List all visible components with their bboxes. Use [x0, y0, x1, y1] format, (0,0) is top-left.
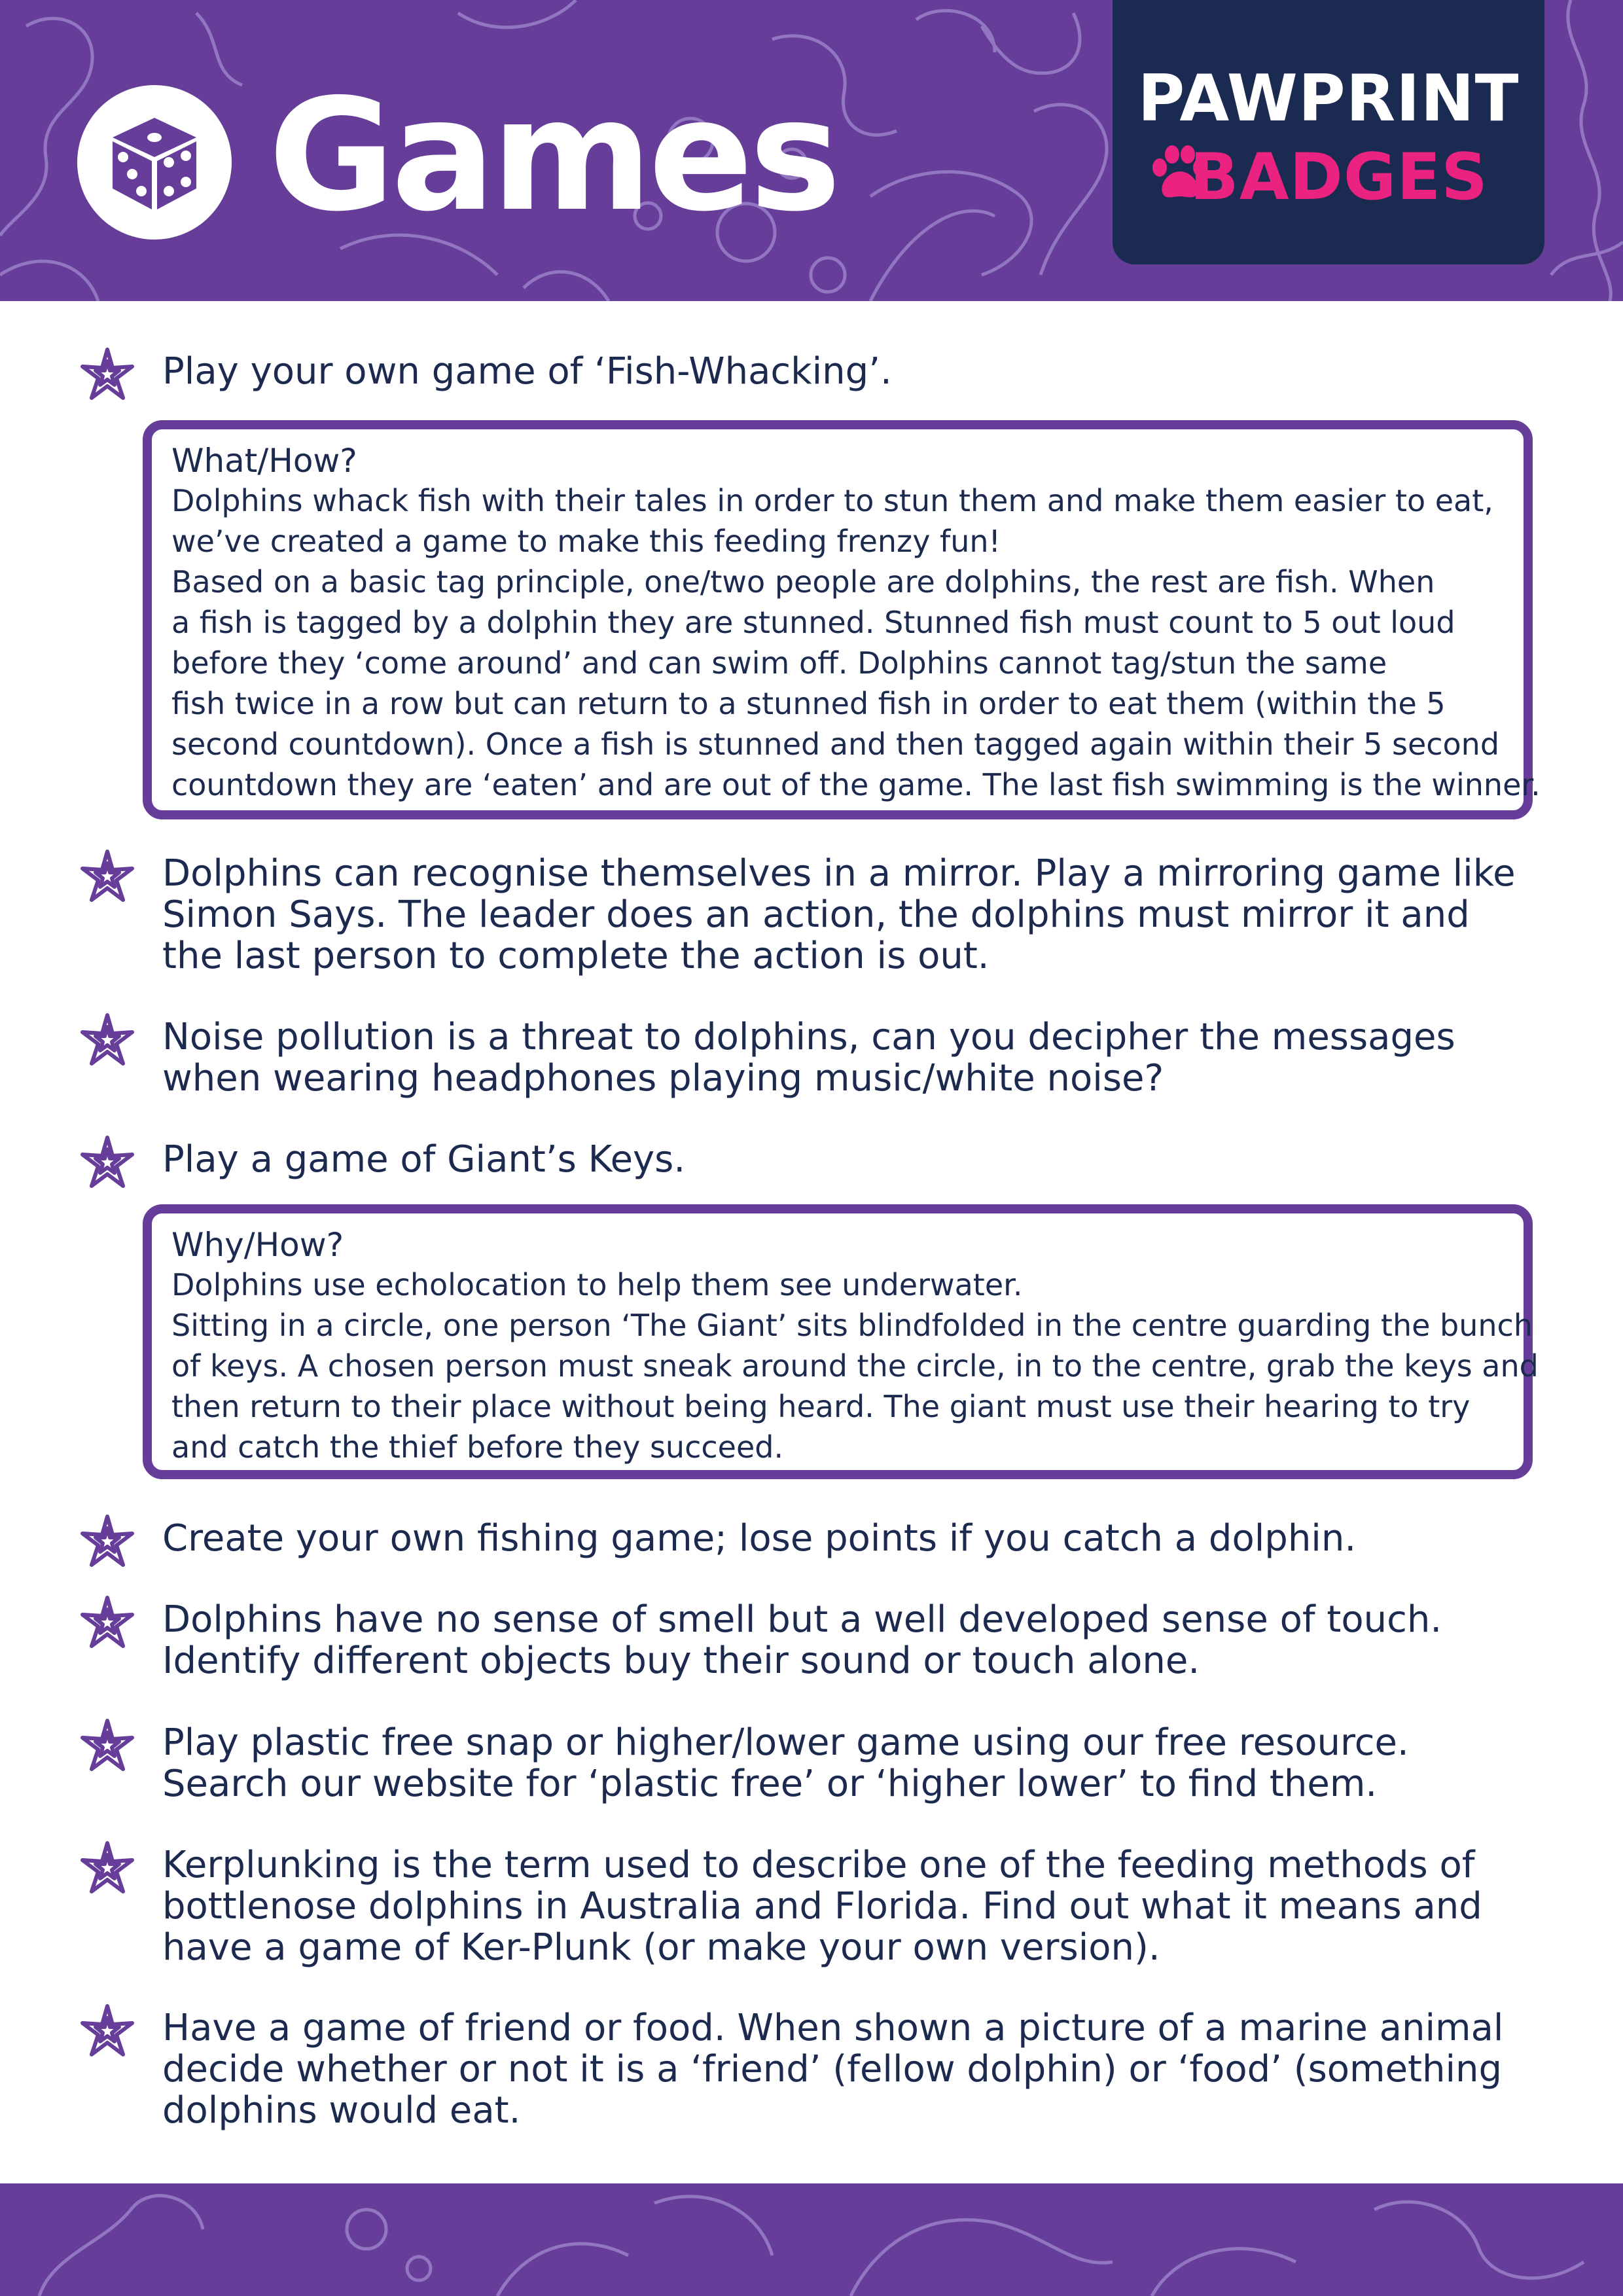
info-box-line: we’ve created a game to make this feeding frenzy fun!	[171, 524, 1001, 559]
activity-item: Have a game of friend or food. When shown a picture of a marine animal decide whether or not it is a ‘friend’ (fellow dolphin) or ‘food’ (something dolphins would eat.	[162, 2007, 1504, 2132]
info-box-title: What/How?	[171, 442, 357, 480]
info-box-line: of keys. A chosen person must sneak around the circle, in to the centre, grab the keys and	[171, 1348, 1539, 1384]
activity-item: Play your own game of ‘Fish-Whacking’.	[162, 350, 892, 393]
starfish-bullet-icon	[80, 1013, 135, 1067]
info-box-line: before they ‘come around’ and can swim off. Dolphins cannot tag/stun the same	[171, 645, 1387, 681]
page-title: Games	[268, 65, 838, 245]
activity-item: Dolphins have no sense of smell but a well developed sense of touch. Identify different objects buy their sound or touch alone.	[162, 1598, 1442, 1682]
activity-item: Create your own fishing game; lose points if you catch a dolphin.	[162, 1517, 1357, 1560]
activity-item: Noise pollution is a threat to dolphins, can you decipher the messages when wearing headphones playing music/white noise?	[162, 1016, 1455, 1100]
starfish-bullet-icon	[80, 1595, 135, 1650]
dice-badge	[77, 85, 232, 240]
starfish-bullet-icon	[80, 849, 135, 904]
info-box-line: fish twice in a row but can return to a stunned fish in order to eat them (within the 5	[171, 686, 1446, 721]
starfish-bullet-icon	[80, 1840, 135, 1895]
info-box-fish-whacking	[143, 420, 1541, 819]
info-box-line: Dolphins whack fish with their tales in order to stun them and make them easier to eat,	[171, 483, 1493, 518]
page-footer	[0, 2183, 1623, 2296]
logo-text-top: PAWPRINT	[1137, 62, 1520, 136]
info-box-line: Dolphins use echolocation to help them see underwater.	[171, 1267, 1023, 1302]
info-box-giants-keys	[143, 1204, 1539, 1479]
info-box-line: second countdown). Once a fish is stunned and then tagged again within their 5 second	[171, 726, 1500, 762]
logo-text-bottom: BADGES	[1190, 140, 1488, 215]
info-box-line: Based on a basic tag principle, one/two people are dolphins, the rest are fish. When	[171, 564, 1435, 600]
activity-item: Play a game of Giant’s Keys.	[162, 1138, 686, 1181]
pawprint-badges-logo	[1113, 0, 1544, 264]
info-box-line: and catch the thief before they succeed.	[171, 1429, 784, 1465]
page-header	[0, 0, 1623, 301]
activity-item: Kerplunking is the term used to describe one of the feeding methods of bottlenose dolphins in Australia and Florida. Find out what it means and have a game of Ker-Plunk (or make your own version).	[162, 1844, 1482, 1969]
starfish-bullet-icon	[80, 1135, 135, 1190]
activity-item: Dolphins can recognise themselves in a mirror. Play a mirroring game like Simon Says. The leader does an action, the dolphins must mirror it and the last person to complete the action is out.	[162, 852, 1516, 977]
info-box-title: Why/How?	[171, 1226, 344, 1264]
starfish-bullet-icon	[80, 1514, 135, 1569]
starfish-bullet-icon	[80, 2003, 135, 2058]
info-box-line: Sitting in a circle, one person ‘The Giant’ sits blindfolded in the centre guarding the bunch	[171, 1308, 1533, 1343]
info-box-line: then return to their place without being heard. The giant must use their hearing to try	[171, 1389, 1471, 1424]
info-box-line: a fish is tagged by a dolphin they are stunned. Stunned fish must count to 5 out loud	[171, 605, 1455, 640]
starfish-bullet-icon	[80, 347, 135, 402]
starfish-bullet-icon	[80, 1718, 135, 1773]
dice-icon	[109, 114, 200, 212]
sea-pattern-decoration	[0, 2183, 1623, 2296]
info-box-line: countdown they are ‘eaten’ and are out of the game. The last fish swimming is the winner.	[171, 767, 1541, 802]
activity-item: Play plastic free snap or higher/lower game using our free resource. Search our website for ‘plastic free’ or ‘higher lower’ to find them.	[162, 1721, 1409, 1805]
